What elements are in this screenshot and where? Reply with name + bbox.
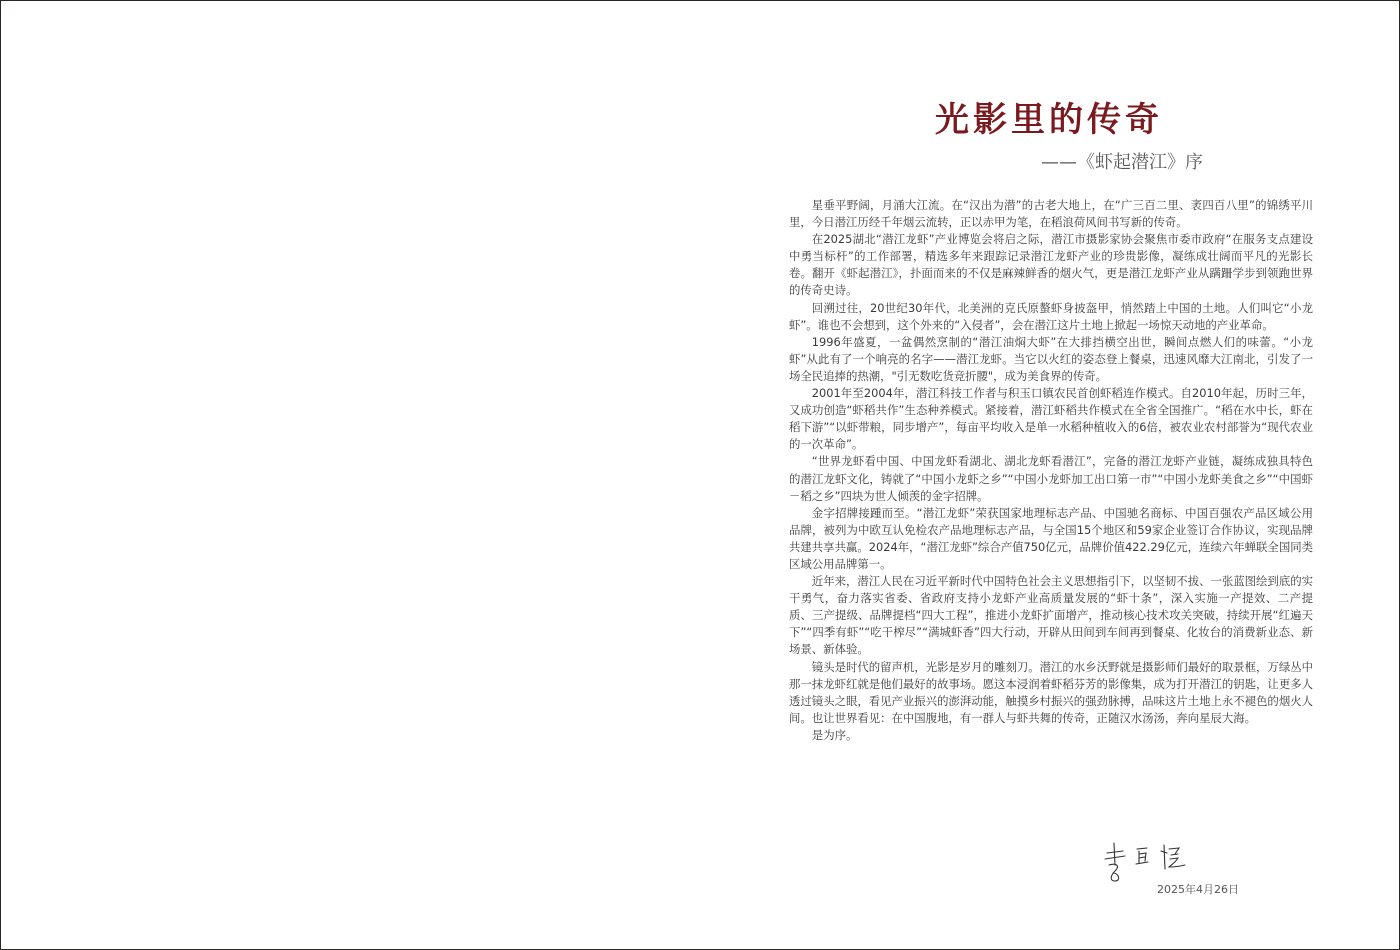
- paragraph: 1996年盛夏，一盆偶然烹制的“潜江油焖大虾”在大排挡横空出世，瞬间点燃人们的味蕾。“小龙虾”从此有了一个响亮的名字——潜江龙虾。当它以火红的姿态登上餐桌，迅速风靡大江南北，引发了一场全民追捧的热潮，"引无数吃货竞折腰"，成为美食界的传奇。: [789, 334, 1313, 383]
- page-subtitle: ——《虾起潜江》序: [1041, 152, 1203, 173]
- paragraph: 星垂平野阔，月涌大江流。在“汉出为潜”的古老大地上，在“广三百二里、袤四百八里”的锦绣平川里，今日潜江历经千年烟云流转，正以赤甲为笔，在稻浪荷风间书写新的传奇。: [789, 198, 1313, 230]
- paragraph: 金字招牌接踵而至。“潜江龙虾”荣获国家地理标志产品、中国驰名商标、中国百强农产品区域公用品牌，被列为中欧互认免检农产品地理标志产品，与全国15个地区和59家企业签订合作协议，实现品牌共建共享共赢。2024年，“潜江龙虾”综合产值750亿元，品牌价值422.29亿元，连续六年蝉联全国同类区域公用品牌第一。: [789, 505, 1313, 571]
- paragraph: 回溯过往，20世纪30年代，北美洲的克氏原螯虾身披盔甲，悄然踏上中国的土地。人们叫它“小龙虾”。谁也不会想到，这个外来的“入侵者”，会在潜江这片土地上掀起一场惊天动地的产业革命。: [789, 300, 1313, 332]
- page-title: 光影里的传奇: [935, 100, 1163, 140]
- paragraph: 近年来，潜江人民在习近平新时代中国特色社会主义思想指引下，以坚韧不拔、一张蓝图绘到底的实干勇气，奋力落实省委、省政府支持小龙虾产业高质量发展的“虾十条”，深入实施一产提效、二产提质、三产提级、品牌提档“四大工程”，推进小龙虾扩面增产，推动核心技术攻关突破，持续开展“红遍天下”“四季有虾”“吃干榨尽”“满城虾香”四大行动，开辟从田间到车间再到餐桌、化妆台的消费新业态、新场景、新体验。: [789, 574, 1313, 657]
- preface-body: [789, 197, 1313, 744]
- closing-line: 是为序。: [811, 727, 858, 742]
- paragraph: 在2025湖北“潜江龙虾”产业博览会将启之际，潜江市摄影家协会聚焦市委市政府“在服务支点建设中勇当标杆”的工作部署，精选多年来跟踪记录潜江龙虾产业的珍贵影像，凝练成壮阔而平凡的光影长卷。翻开《虾起潜江》，扑面而来的不仅是麻辣鲜香的烟火气，更是潜江龙虾产业从蹒跚学步到领跑世界的传奇史诗。: [789, 232, 1313, 298]
- paragraph: 2001年至2004年，潜江科技工作者与积玉口镇农民首创虾稻连作模式。自2010年起，历时三年，又成功创造“虾稻共作”生态种养模式。紧接着，潜江虾稻共作模式在全省全国推广。“稻在水中长，虾在稻下游”“以虾带粮，同步增产”，每亩平均收入是单一水稻种植收入的6倍，被农业农村部誉为“现代农业的一次革命”。: [789, 386, 1313, 452]
- date: 2025年4月26日: [1157, 883, 1239, 896]
- paragraph: “世界龙虾看中国、中国龙虾看湖北、湖北龙虾看潜江”，完备的潜江龙虾产业链，凝练成独具特色的潜江龙虾文化，铸就了“中国小龙虾之乡”“中国小龙虾加工出口第一市”“中国小龙虾美食之乡”“中国虾－稻之乡”四块为世人倾羡的金字招牌。: [789, 454, 1313, 503]
- paragraph: 镜头是时代的留声机，光影是岁月的雕刻刀。潜江的水乡沃野就是摄影师们最好的取景框，万绿丛中那一抹龙虾红就是他们最好的故事场。愿这本浸润着虾稻芬芳的影像集，成为打开潜江的钥匙，让更多人透过镜头之眼，看见产业振兴的澎湃动能，触摸乡村振兴的强劲脉搏，品味这片土地上永不褪色的烟火人间。也让世界看见：在中国腹地，有一群人与虾共舞的传奇，正随汉水汤汤，奔向星辰大海。: [789, 659, 1313, 725]
